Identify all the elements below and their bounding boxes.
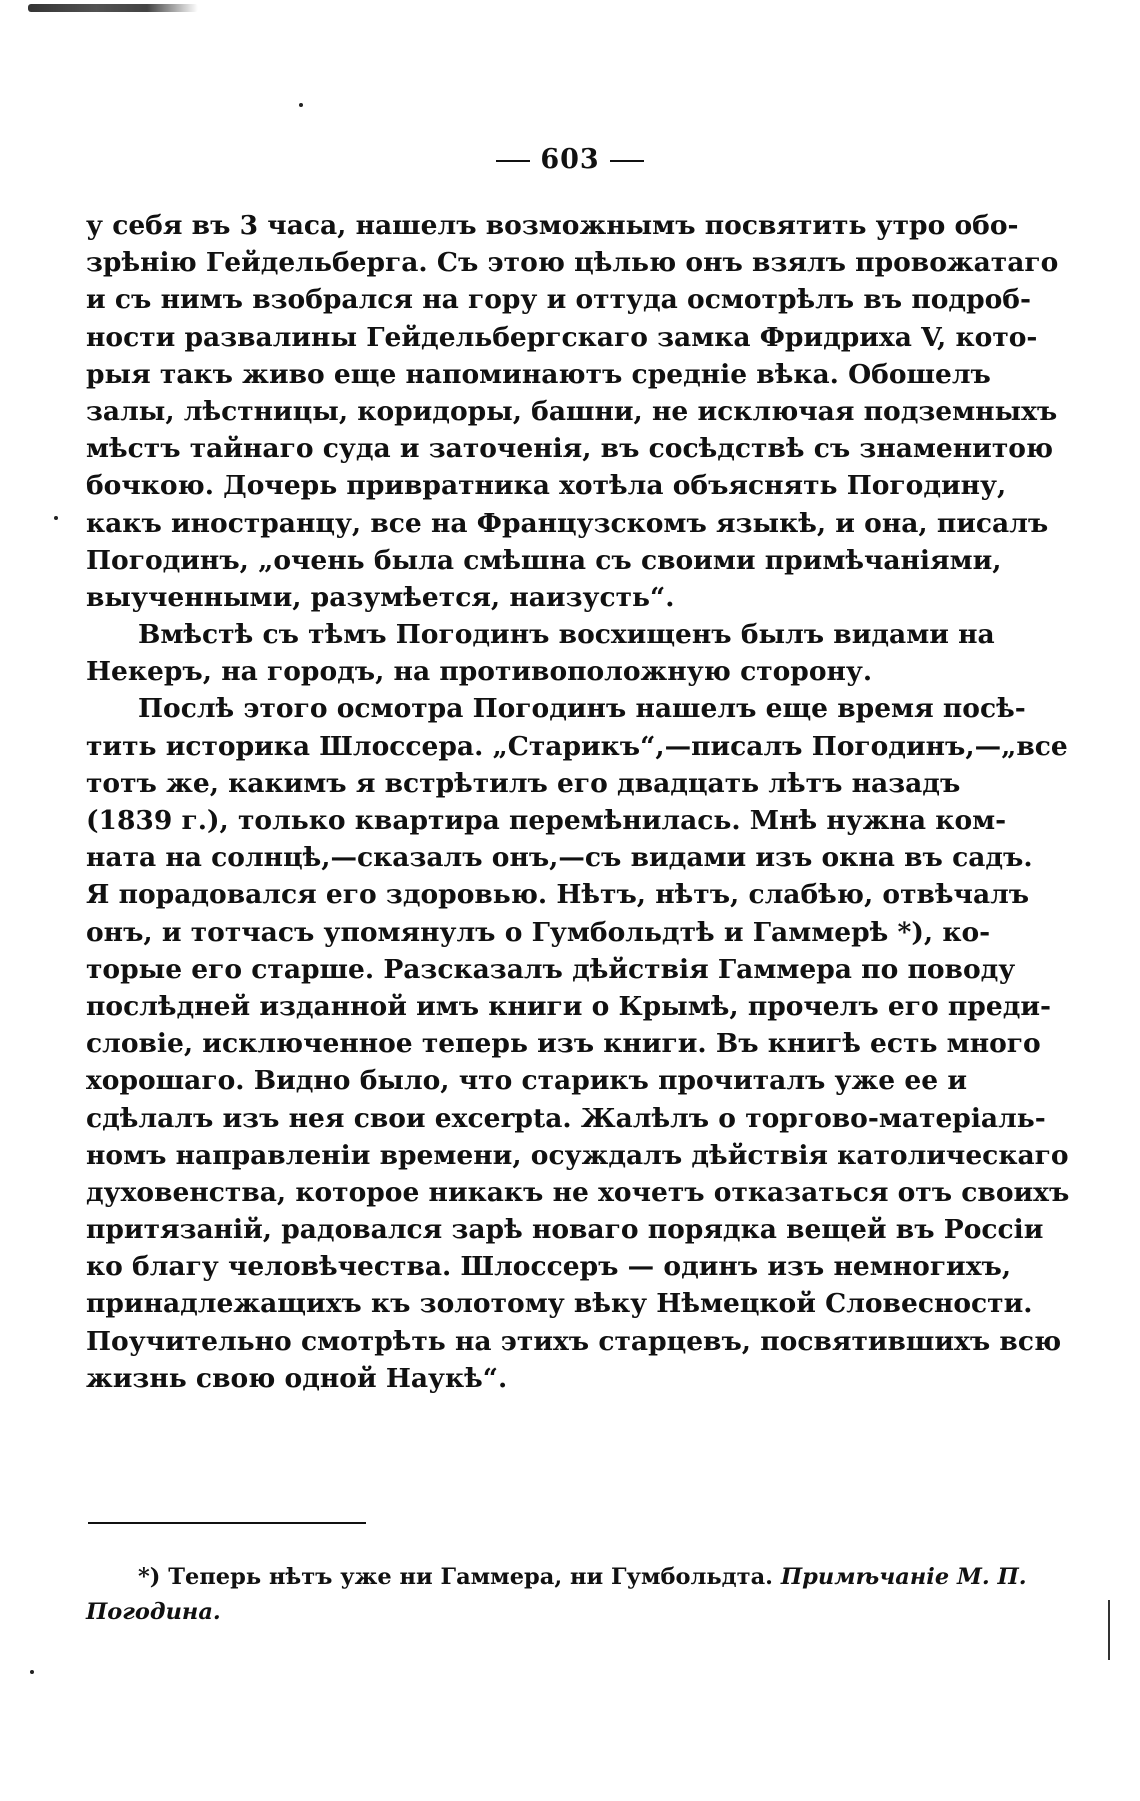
footnote-note-label: Примѣчаніе М. П. xyxy=(780,1564,1027,1590)
text-line: Вмѣстѣ съ тѣмъ Погодинъ восхищенъ былъ видами на xyxy=(138,619,995,651)
text-line: жизнь свою одной Наукѣ“. xyxy=(86,1362,508,1394)
text-line: тить историка Шлоссера. „Старикъ“,—писалъ Погодинъ,—„все xyxy=(86,730,1068,762)
text-line: ности развалины Гейдельбергскаго замка Фридриха V, кото- xyxy=(86,321,1038,353)
text-line: (1839 г.), только квартира перемѣнилась. Мнѣ нужна ком- xyxy=(86,805,1007,836)
text-line: Послѣ этого осмотра Погодинъ нашелъ еще время посѣ- xyxy=(138,693,1026,725)
text-line: зрѣнію Гейдельберга. Съ этою цѣлью онъ взялъ провожатаго xyxy=(86,247,1059,279)
text-line: залы, лѣстницы, коридоры, башни, не исключая подземныхъ xyxy=(86,395,1058,427)
page-number xyxy=(0,144,1140,175)
footnote-marker: *) xyxy=(138,1564,161,1590)
text-line: рыя такъ живо еще напоминаютъ средніе вѣка. Обошелъ xyxy=(86,358,991,390)
text-line: духовенства, которое никакъ не хочетъ отказаться отъ своихъ xyxy=(86,1176,1070,1208)
text-line: послѣдней изданной имъ книги о Крымѣ, прочелъ его преди- xyxy=(86,990,1052,1022)
body-text xyxy=(86,207,1070,1397)
footnote-line xyxy=(138,1560,1027,1595)
text-line: тотъ же, какимъ я встрѣтилъ его двадцать лѣтъ назадъ xyxy=(86,767,961,799)
scan-artifact-dot xyxy=(54,516,58,520)
scan-artifact-top xyxy=(28,4,198,12)
text-line: у себя въ 3 часа, нашелъ возможнымъ посвятить утро обо- xyxy=(86,210,1019,241)
text-line: Погодинъ, „очень была смѣшна съ своими примѣчаніями, xyxy=(86,544,1002,576)
text-line: сдѣлалъ изъ нея свои excerpta. Жалѣлъ о торгово-матеріаль- xyxy=(86,1102,1046,1134)
text-line: притязаній, радовался зарѣ новаго порядка вещей въ Россіи xyxy=(86,1214,1044,1246)
scan-artifact-dot xyxy=(30,1670,34,1674)
text-line: какъ иностранцу, все на Французскомъ языкѣ, и она, писалъ xyxy=(86,507,1049,539)
text-line: принадлежащихъ къ золотому вѣку Нѣмецкой Словесности. xyxy=(86,1288,1033,1320)
text-line: бочкою. Дочерь привратника хотѣла объяснять Погодину, xyxy=(86,470,1007,502)
text-line: Поучительно смотрѣть на этихъ старцевъ, посвятившихъ всю xyxy=(86,1325,1062,1357)
text-line: номъ направленіи времени, осуждалъ дѣйствія католическаго xyxy=(86,1139,1069,1171)
text-line: онъ, и тотчасъ упомянулъ о Гумбольдтѣ и Гаммерѣ *), ко- xyxy=(86,916,991,948)
page-number-value: 603 xyxy=(540,144,600,175)
text-line: торые его старше. Разсказалъ дѣйствія Гаммера по поводу xyxy=(86,953,1016,985)
text-line: Я порадовался его здоровью. Нѣтъ, нѣтъ, слабѣю, отвѣчалъ xyxy=(86,879,1030,911)
page-number-dash-left xyxy=(496,160,530,162)
scan-artifact-margin-line xyxy=(1108,1600,1110,1660)
text-line: ко благу человѣчества. Шлоссеръ — одинъ изъ немногихъ, xyxy=(86,1251,1012,1283)
footnote-divider xyxy=(88,1522,366,1524)
text-line: мѣстъ тайнаго суда и заточенія, въ сосѣдствѣ съ знаменитою xyxy=(86,433,1054,465)
scan-artifact-dot xyxy=(299,103,303,107)
footnote-text: Теперь нѣтъ уже ни Гаммера, ни Гумбольдта. xyxy=(168,1564,773,1590)
page-number-dash-right xyxy=(610,160,644,162)
text-line: хорошаго. Видно было, что старикъ прочиталъ уже ее и xyxy=(86,1065,967,1097)
text-line: словіе, исключенное теперь изъ книги. Въ книгѣ есть много xyxy=(86,1028,1041,1060)
footnote-note-author: Погодина. xyxy=(86,1599,221,1625)
footnote xyxy=(86,1560,1027,1630)
text-line: Некеръ, на городъ, на противоположную сторону. xyxy=(86,656,873,688)
text-line: выученными, разумѣется, наизусть“. xyxy=(86,581,675,613)
text-line: ната на солнцѣ,—сказалъ онъ,—съ видами изъ окна въ садъ. xyxy=(86,842,1033,874)
text-line: и съ нимъ взобрался на гору и оттуда осмотрѣлъ въ подроб- xyxy=(86,284,1031,316)
